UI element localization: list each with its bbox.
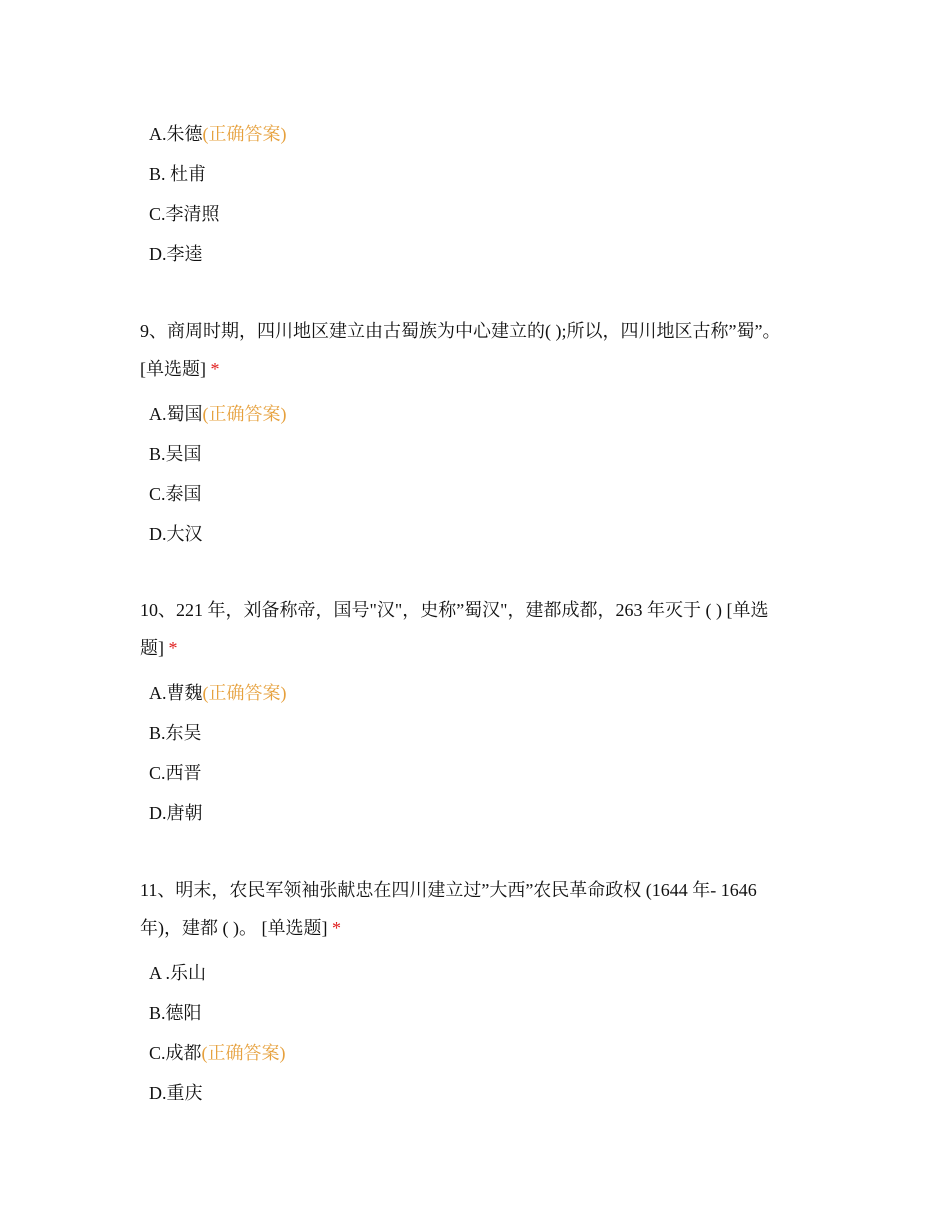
option-c[interactable] [149, 762, 202, 784]
option-label: B.吴国 [149, 444, 202, 464]
option-d[interactable] [149, 802, 203, 824]
option-a[interactable] [149, 123, 287, 145]
option-a[interactable] [149, 962, 206, 984]
question-text-line-1: 11、明末，农民军领袖张献忠在四川建立过”大西”农民革命政权 (1644 年- 1646 [140, 880, 757, 900]
correct-answer-tag: (正确答案) [201, 1043, 286, 1063]
option-label: D.大汉 [149, 524, 203, 544]
option-a[interactable] [149, 403, 287, 425]
option-label: C.泰国 [149, 484, 202, 504]
question-text-line-2 [140, 917, 820, 939]
required-marker: * [331, 918, 341, 938]
question-type: [单选题] [140, 359, 206, 379]
option-b[interactable] [149, 722, 202, 744]
required-marker: * [168, 638, 178, 658]
option-label: A.曹魏 [149, 683, 203, 703]
option-c[interactable] [149, 203, 220, 225]
option-d[interactable] [149, 1082, 203, 1104]
question-text-line-2 [140, 637, 820, 659]
option-label: A .乐山 [149, 963, 207, 983]
option-label: B. 杜甫 [149, 164, 207, 184]
question-text-line-2 [140, 358, 820, 380]
option-label: C.西晋 [149, 763, 202, 783]
option-b[interactable] [149, 1002, 202, 1024]
question-text-line-1: 10、221 年，刘备称帝，国号"汉"，史称”蜀汉"，建都成都，263 年灭于 ( ) [单选 [140, 600, 769, 620]
option-label: B.德阳 [149, 1003, 202, 1023]
option-a[interactable] [149, 682, 287, 704]
option-c[interactable] [149, 1042, 286, 1064]
option-b[interactable] [149, 443, 202, 465]
correct-answer-tag: (正确答案) [202, 404, 287, 424]
option-label: A.蜀国 [149, 404, 203, 424]
option-label: C.李清照 [149, 204, 220, 224]
option-label: C.成都 [149, 1043, 202, 1063]
option-label: D.唐朝 [149, 803, 203, 823]
correct-answer-tag: (正确答案) [202, 683, 287, 703]
option-label: D.李逵 [149, 244, 203, 264]
option-d[interactable] [149, 523, 203, 545]
option-label: D.重庆 [149, 1083, 203, 1103]
question-type: 题] [140, 638, 164, 658]
option-b[interactable] [149, 163, 206, 185]
option-label: A.朱德 [149, 124, 203, 144]
correct-answer-tag: (正确答案) [202, 124, 287, 144]
question-type: 年)，建都 ( )。 [单选题] [140, 918, 328, 938]
question-text-line-1: 9、商周时期，四川地区建立由古蜀族为中心建立的( );所以，四川地区古称”蜀”。 [140, 321, 781, 341]
required-marker: * [210, 359, 220, 379]
option-label: B.东吴 [149, 723, 202, 743]
option-d[interactable] [149, 243, 203, 265]
option-c[interactable] [149, 483, 202, 505]
